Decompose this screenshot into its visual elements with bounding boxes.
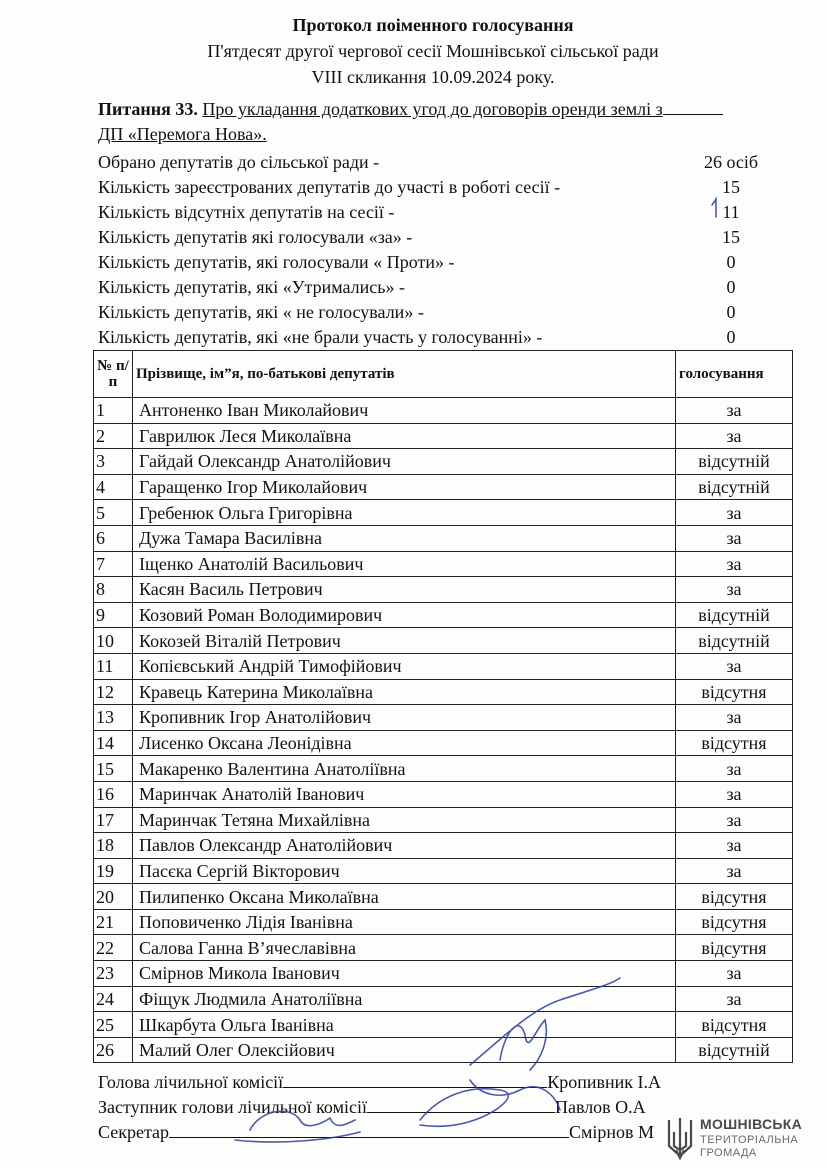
deputy-name: Маринчак Анатолій Іванович bbox=[133, 781, 676, 807]
row-number: 21 bbox=[94, 909, 133, 935]
table-row bbox=[94, 986, 793, 1012]
question-block bbox=[98, 97, 798, 147]
deputy-name: Макаренко Валентина Анатоліївна bbox=[133, 756, 676, 782]
vote-result: за bbox=[676, 398, 793, 424]
vote-result: за bbox=[676, 423, 793, 449]
vote-result: за bbox=[676, 500, 793, 526]
stat-row bbox=[98, 250, 798, 275]
table-row bbox=[94, 500, 793, 526]
deputy-name: Козовий Роман Володимирович bbox=[133, 602, 676, 628]
stat-value: 0 bbox=[726, 277, 736, 297]
signature-name: Павлов О.А bbox=[554, 1097, 646, 1117]
row-number: 17 bbox=[94, 807, 133, 833]
row-number: 19 bbox=[94, 858, 133, 884]
table-row bbox=[94, 423, 793, 449]
vote-result: відсутня bbox=[676, 909, 793, 935]
deputy-name: Пилипенко Оксана Миколаївна bbox=[133, 884, 676, 910]
signature-blank bbox=[283, 1071, 547, 1088]
row-number: 10 bbox=[94, 628, 133, 654]
table-row bbox=[94, 398, 793, 424]
deputy-name: Копієвський Андрій Тимофійович bbox=[133, 653, 676, 679]
deputy-name: Смірнов Микола Іванович bbox=[133, 961, 676, 987]
vote-result: за bbox=[676, 577, 793, 603]
stat-value: 11 bbox=[722, 202, 740, 222]
vote-result: за bbox=[676, 807, 793, 833]
signature-name: Кропивник І.А bbox=[547, 1072, 661, 1092]
convocation-date-line: VIII скликання 10.09.2024 року. bbox=[311, 67, 555, 87]
row-number: 25 bbox=[94, 1012, 133, 1038]
stat-value: 15 bbox=[722, 177, 740, 197]
stat-row bbox=[98, 175, 798, 200]
stat-row bbox=[98, 200, 798, 225]
table-row bbox=[94, 884, 793, 910]
logo-line1: МОШНІВСЬКА bbox=[700, 1116, 803, 1132]
stat-row bbox=[98, 275, 798, 300]
row-number: 5 bbox=[94, 500, 133, 526]
table-row bbox=[94, 577, 793, 603]
vote-result: відсутній bbox=[676, 628, 793, 654]
vote-result: відсутня bbox=[676, 1012, 793, 1038]
table-row bbox=[94, 602, 793, 628]
deputy-name: Пасєка Сергій Вікторович bbox=[133, 858, 676, 884]
table-row bbox=[94, 807, 793, 833]
question-text-line2: ДП «Перемога Нова». bbox=[98, 124, 267, 144]
stat-label: Кількість депутатів, які « не голосували» - bbox=[98, 302, 424, 322]
stat-value: 0 bbox=[726, 327, 736, 347]
deputy-name: Антоненко Іван Миколайович bbox=[133, 398, 676, 424]
table-row bbox=[94, 833, 793, 859]
vote-result: відсутня bbox=[676, 730, 793, 756]
deputy-name: Шкарбута Ольга Іванівна bbox=[133, 1012, 676, 1038]
document-title: Протокол поіменного голосування bbox=[292, 15, 574, 35]
logo-line3: ГРОМАДА bbox=[700, 1147, 757, 1159]
vote-result: відсутня bbox=[676, 679, 793, 705]
table-row bbox=[94, 679, 793, 705]
table-row bbox=[94, 909, 793, 935]
row-number: 26 bbox=[94, 1037, 133, 1063]
vote-result: за bbox=[676, 551, 793, 577]
vote-statistics bbox=[98, 150, 798, 350]
vote-result: за bbox=[676, 525, 793, 551]
deputy-name: Касян Василь Петрович bbox=[133, 577, 676, 603]
table-row bbox=[94, 474, 793, 500]
session-line: П'ятдесят другої чергової сесії Мошнівської сільської ради bbox=[207, 41, 659, 61]
vote-result: за bbox=[676, 781, 793, 807]
question-label: Питання 33. bbox=[98, 99, 198, 119]
vote-result: за bbox=[676, 833, 793, 859]
signature-role: Секретар bbox=[98, 1122, 170, 1142]
deputy-name: Кравець Катерина Миколаївна bbox=[133, 679, 676, 705]
column-header-name: Прізвище, ім”я, по-батькові депутатів bbox=[133, 351, 676, 398]
row-number: 9 bbox=[94, 602, 133, 628]
stat-label: Кількість депутатів, які «Утримались» - bbox=[98, 277, 405, 297]
signature-name: Смірнов М bbox=[569, 1122, 655, 1142]
logo-line2: ТЕРИТОРІАЛЬНА bbox=[700, 1134, 799, 1146]
signature-line-secretary bbox=[98, 1120, 654, 1144]
table-row bbox=[94, 756, 793, 782]
stat-row bbox=[98, 325, 798, 350]
row-number: 1 bbox=[94, 398, 133, 424]
vote-result: за bbox=[676, 756, 793, 782]
row-number: 22 bbox=[94, 935, 133, 961]
row-number: 4 bbox=[94, 474, 133, 500]
row-number: 6 bbox=[94, 525, 133, 551]
stat-row bbox=[98, 150, 798, 175]
deputy-name: Лисенко Оксана Леонідівна bbox=[133, 730, 676, 756]
deputy-name: Гребенюк Ольга Григорівна bbox=[133, 500, 676, 526]
table-row bbox=[94, 1012, 793, 1038]
deputy-name: Салова Ганна В’ячеславівна bbox=[133, 935, 676, 961]
stat-row bbox=[98, 225, 798, 250]
signature-blank bbox=[169, 1121, 569, 1138]
vote-result: за bbox=[676, 858, 793, 884]
stat-label: Кількість депутатів, які голосували « Проти» - bbox=[98, 252, 455, 272]
row-number: 14 bbox=[94, 730, 133, 756]
table-row bbox=[94, 961, 793, 987]
stat-label: Кількість депутатів, які «не брали участь у голосуванні» - bbox=[98, 327, 543, 347]
table-row bbox=[94, 653, 793, 679]
deputy-name: Дужа Тамара Василівна bbox=[133, 525, 676, 551]
signature-blank bbox=[367, 1096, 555, 1113]
vote-result: відсутній bbox=[676, 1037, 793, 1063]
deputy-name: Кропивник Ігор Анатолійович bbox=[133, 705, 676, 731]
stat-label: Кількість депутатів які голосували «за» - bbox=[98, 227, 413, 247]
stat-value: 26 осіб bbox=[703, 152, 759, 172]
trident-icon bbox=[666, 1116, 694, 1160]
deputy-name: Маринчак Тетяна Михайлівна bbox=[133, 807, 676, 833]
document-header bbox=[0, 12, 826, 90]
stat-value: 0 bbox=[726, 252, 736, 272]
row-number: 11 bbox=[94, 653, 133, 679]
table-row bbox=[94, 781, 793, 807]
row-number: 16 bbox=[94, 781, 133, 807]
row-number: 3 bbox=[94, 449, 133, 475]
table-row bbox=[94, 551, 793, 577]
question-underline bbox=[663, 100, 723, 115]
stat-label: Обрано депутатів до сільської ради - bbox=[98, 152, 380, 172]
signature-line-chair bbox=[98, 1070, 661, 1094]
table-row bbox=[94, 935, 793, 961]
deputy-name: Гайдай Олександр Анатолійович bbox=[133, 449, 676, 475]
stat-value: 0 bbox=[726, 302, 736, 322]
table-header-row bbox=[94, 351, 793, 398]
row-number: 12 bbox=[94, 679, 133, 705]
deputy-name: Поповиченко Лідія Іванівна bbox=[133, 909, 676, 935]
vote-result: за bbox=[676, 705, 793, 731]
vote-result: відсутній bbox=[676, 474, 793, 500]
table-row bbox=[94, 858, 793, 884]
column-header-vote: голосування bbox=[676, 351, 793, 398]
deputy-name: Павлов Олександр Анатолійович bbox=[133, 833, 676, 859]
vote-result: відсутній bbox=[676, 602, 793, 628]
deputy-name: Гаврилюк Леся Миколаївна bbox=[133, 423, 676, 449]
stat-value: 15 bbox=[722, 227, 740, 247]
vote-result: за bbox=[676, 653, 793, 679]
vote-result: відсутній bbox=[676, 449, 793, 475]
deputy-name: Гаращенко Ігор Миколайович bbox=[133, 474, 676, 500]
row-number: 13 bbox=[94, 705, 133, 731]
stat-label: Кількість відсутніх депутатів на сесії - bbox=[98, 202, 395, 222]
deputy-name: Фіщук Людмила Анатоліївна bbox=[133, 986, 676, 1012]
row-number: 23 bbox=[94, 961, 133, 987]
signature-role: Голова лічильної комісії bbox=[98, 1072, 284, 1092]
deputy-name: Іщенко Анатолій Васильович bbox=[133, 551, 676, 577]
column-header-number: № п/п bbox=[94, 351, 133, 398]
row-number: 7 bbox=[94, 551, 133, 577]
table-row bbox=[94, 730, 793, 756]
question-text-line1: Про укладання додаткових угод до договорів оренди землі з bbox=[202, 99, 663, 119]
row-number: 8 bbox=[94, 577, 133, 603]
deputy-name: Малий Олег Олексійович bbox=[133, 1037, 676, 1063]
vote-result: відсутня bbox=[676, 884, 793, 910]
table-row bbox=[94, 525, 793, 551]
table-body bbox=[94, 398, 793, 1063]
row-number: 18 bbox=[94, 833, 133, 859]
table-row bbox=[94, 449, 793, 475]
table-row bbox=[94, 628, 793, 654]
row-number: 24 bbox=[94, 986, 133, 1012]
vote-result: за bbox=[676, 986, 793, 1012]
row-number: 15 bbox=[94, 756, 133, 782]
signature-line-deputy bbox=[98, 1095, 646, 1119]
vote-result: відсутня bbox=[676, 935, 793, 961]
stat-label: Кількість зареєстрованих депутатів до участі в роботі сесії - bbox=[98, 177, 561, 197]
roll-call-table bbox=[93, 350, 793, 1063]
row-number: 2 bbox=[94, 423, 133, 449]
table-row bbox=[94, 705, 793, 731]
vote-result: за bbox=[676, 961, 793, 987]
deputy-name: Кокозей Віталій Петрович bbox=[133, 628, 676, 654]
table-row bbox=[94, 1037, 793, 1063]
stat-row bbox=[98, 300, 798, 325]
row-number: 20 bbox=[94, 884, 133, 910]
community-logo bbox=[666, 1114, 816, 1164]
signature-role: Заступник голови лічильної комісії bbox=[98, 1097, 367, 1117]
